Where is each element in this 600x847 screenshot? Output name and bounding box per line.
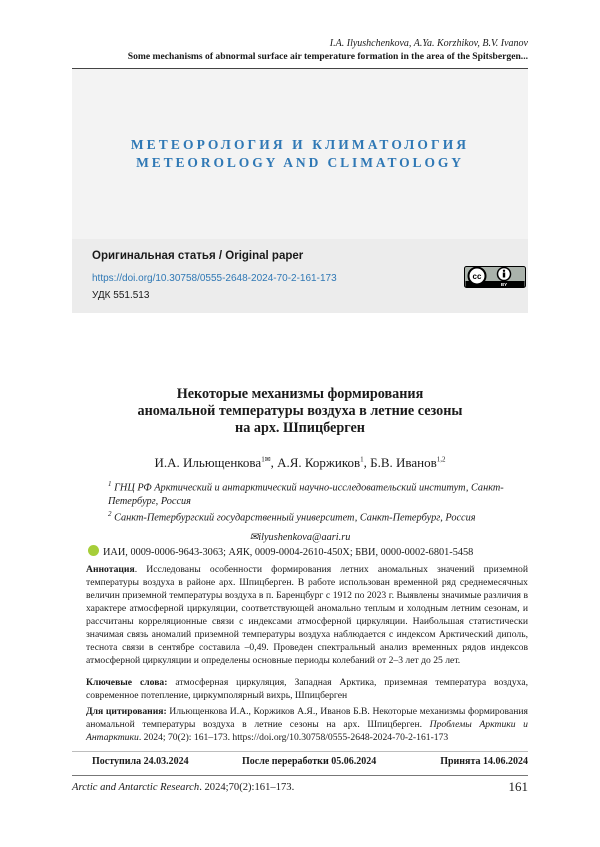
cc-by-icon[interactable] (464, 266, 526, 288)
section-heading-en: METEOROLOGY AND CLIMATOLOGY (136, 155, 464, 170)
citation: Для цитирования: Ильющенкова И.А., Коржиков А.Я., Иванов Б.В. Некоторые механизмы формирования аномальной температуры воздуха в летние сезоны на арх. Шпицберген. Проблемы Арктики и Антарктики. 2024; 70(2): 161–173. https://doi.org/10.30758/0555-2648-2024-70-2-161-173 (86, 706, 528, 743)
doi-link[interactable]: https://doi.org/10.30758/0555-2648-2024-70-2-161-173 (92, 273, 337, 284)
section-banner (72, 69, 528, 239)
running-header-title: Some mechanisms of abnormal surface air temperature formation in the area of the Spitsbergen... (127, 51, 528, 62)
author-3: Б.В. Иванов (370, 455, 437, 470)
orcid-icon (88, 545, 99, 556)
affiliation-1: $^1$ ГНЦ РФ Арктический и антарктический научно-исследовательский институт, Санкт-Петербург, Россия (108, 480, 504, 508)
section-heading-ru: МЕТЕОРОЛОГИЯ И КЛИМАТОЛОГИЯ (130, 137, 470, 152)
author-1: И.А. Ильющенкова (154, 455, 262, 470)
footer-journal: Arctic and Antarctic Research. 2024;70(2):161–173. (72, 782, 295, 793)
article-title: Некоторые механизмы формирования аномальной температуры воздуха в летние сезоны на арх. Шпицберген (137, 386, 463, 436)
footer-divider (72, 775, 528, 776)
envelope-icon: ✉ (249, 532, 259, 543)
keywords: Ключевые слова: атмосферная циркуляция, Западная Арктика, приземная температура воздуха, современное потепление, циркумполярный вихрь, Шпицберген (86, 677, 529, 701)
page-number: 161 (508, 779, 528, 794)
author-2: А.Я. Коржиков (277, 455, 361, 470)
orcid-ids: ИАИ, 0009-0006-9643-3063; АЯК, 0009-0004-2610-450X; БВИ, 0000-0002-6801-5458 (88, 545, 473, 558)
date-accepted: Принята 14.06.2024 (440, 756, 528, 767)
dates-divider (72, 751, 528, 752)
corresponding-email[interactable]: ✉ilyushenkova@aari.ru (249, 532, 351, 543)
date-received: Поступила 24.03.2024 (92, 756, 189, 767)
udk-code: УДК 551.513 (92, 290, 150, 301)
cc-license-label: BY (500, 282, 508, 288)
paper-type: Оригинальная статья / Original paper (92, 250, 304, 262)
date-revised: После переработки 05.06.2024 (242, 756, 377, 767)
affiliation-2: $^2$ Санкт-Петербургский государственный университет, Санкт-Петербург, Россия (108, 510, 476, 524)
svg-text:cc: cc (472, 272, 482, 281)
running-header-authors: I.A. Ilyushchenkova, A.Ya. Korzhikov, B.V. Ivanov (329, 38, 528, 49)
abstract: Аннотация. Исследованы особенности формирования летних аномальных значений приземной температуры воздуха в районе арх. Шпицберген. В работе использован временной ряд среднемесячных величин приземной температуры воздуха в п. Баренцбург с 1912 по 2023 г. Выявлены значимые различия в характере атмосферной циркуляции, соответствующей аномально теплым и холодным летним сезонам, и рассчитаны корреляционные связи с индексами атмосферной циркуляции. Наибольшая статистически значимая связь аномалий приземной температуры воздуха наблюдается с индексом Арктический диполь, теснота связи в сентябре составила –0,49. Проведен спектральный анализ временных рядов индексов атмосферной циркуляции и определены основные периоды колебаний от 2–3 лет до 25 лет. (86, 564, 528, 666)
author-list: И.А. Ильющенкова$^{1✉}$, А.Я. Коржиков$^1$, Б.В. Иванов$^{1,2}$ (154, 455, 446, 470)
